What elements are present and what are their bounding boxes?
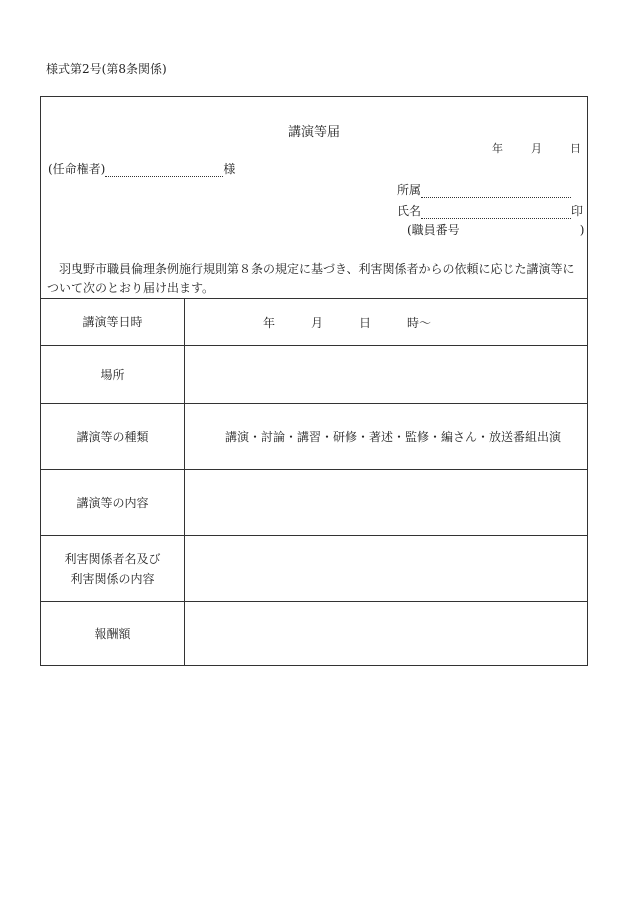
datetime-day: 日 [359, 315, 372, 330]
type-value[interactable]: 講演・討論・講習・研修・著述・監修・編さん・放送番組出演 [225, 430, 562, 444]
content-value[interactable] [185, 470, 587, 535]
form-title: 講演等届 [287, 125, 340, 140]
staff-number-open: (職員番号 [407, 223, 460, 237]
notification-statement: 羽曳野市職員倫理条例施行規則第８条の規定に基づき、利害関係者からの依頼に応じた講演等について次のとおり届け出ます。 [47, 262, 575, 295]
interested-party-label-line1: 利害関係者名及び [64, 551, 161, 566]
name-field[interactable] [421, 206, 571, 219]
appointer-prefix: (任命権者) [48, 162, 106, 176]
affiliation-line [397, 181, 571, 198]
datetime-month: 月 [311, 315, 324, 330]
datetime-value[interactable] [185, 299, 587, 345]
name-line [397, 202, 583, 219]
appointer-field[interactable] [105, 164, 223, 177]
content-label: 講演等の内容 [41, 470, 185, 535]
fee-label: 報酬額 [41, 602, 185, 666]
row-interested-party [41, 536, 587, 602]
notification-form [40, 96, 588, 666]
seal-mark: 印 [571, 204, 584, 218]
date-year: 年 [492, 142, 503, 155]
datetime-label: 講演等日時 [41, 299, 185, 345]
interested-party-label-line2: 利害関係の内容 [70, 571, 155, 586]
interested-party-label [41, 536, 185, 601]
place-label: 場所 [41, 346, 185, 403]
place-value[interactable] [185, 346, 587, 403]
interested-party-value[interactable] [185, 536, 587, 601]
name-label: 氏名 [397, 204, 422, 218]
form-header [41, 97, 587, 299]
row-place [41, 346, 587, 404]
row-datetime [41, 299, 587, 346]
staff-number-line [407, 221, 584, 238]
type-label: 講演等の種類 [41, 404, 185, 469]
row-fee [41, 602, 587, 666]
datetime-year: 年 [263, 315, 276, 330]
form-reference: 様式第2号(第8条関係) [46, 62, 167, 76]
row-content [41, 470, 587, 536]
appointer-line [48, 160, 235, 177]
affiliation-label: 所属 [397, 183, 422, 197]
datetime-hour: 時〜 [407, 315, 432, 330]
submission-date [492, 140, 581, 156]
date-day: 日 [570, 142, 581, 155]
appointer-suffix: 様 [223, 162, 236, 176]
date-month: 月 [531, 142, 542, 155]
affiliation-field[interactable] [421, 185, 571, 198]
staff-number-close: ) [579, 223, 585, 237]
row-type [41, 404, 587, 470]
fee-value[interactable] [185, 602, 587, 666]
